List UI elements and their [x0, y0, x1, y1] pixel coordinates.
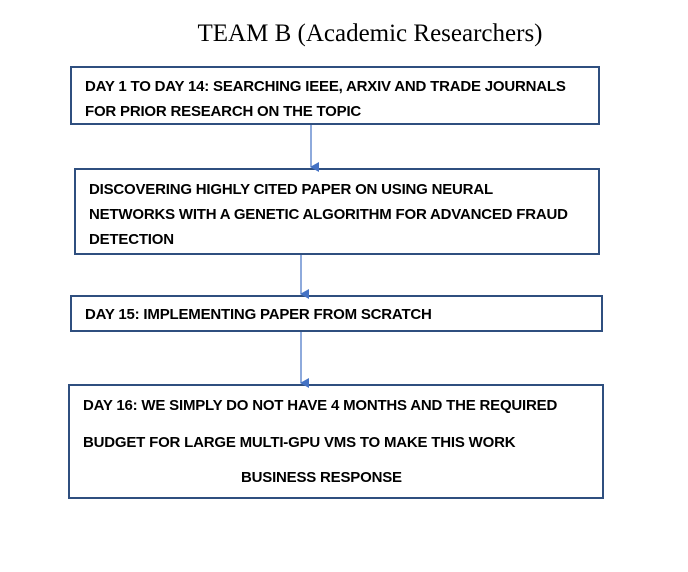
step-text-line: DAY 1 TO DAY 14: SEARCHING IEEE, ARXIV AND TRADE JOURNALS	[85, 78, 566, 95]
business-response-label: BUSINESS RESPONSE	[241, 469, 402, 486]
step-text-line: NETWORKS WITH A GENETIC ALGORITHM FOR ADVANCED FRAUD	[89, 206, 568, 223]
step-text-line: DISCOVERING HIGHLY CITED PAPER ON USING NEURAL	[89, 181, 493, 198]
step-text-line: DETECTION	[89, 231, 174, 248]
step-text-line: DAY 16: WE SIMPLY DO NOT HAVE 4 MONTHS AND THE REQUIRED	[83, 397, 558, 414]
step-text-line: FOR PRIOR RESEARCH ON THE TOPIC	[85, 103, 362, 120]
diagram-title: TEAM B (Academic Researchers)	[197, 20, 543, 47]
step-text-line: BUDGET FOR LARGE MULTI-GPU VMS TO MAKE THIS WORK	[83, 434, 516, 451]
step-text-line: DAY 15: IMPLEMENTING PAPER FROM SCRATCH	[85, 306, 432, 323]
